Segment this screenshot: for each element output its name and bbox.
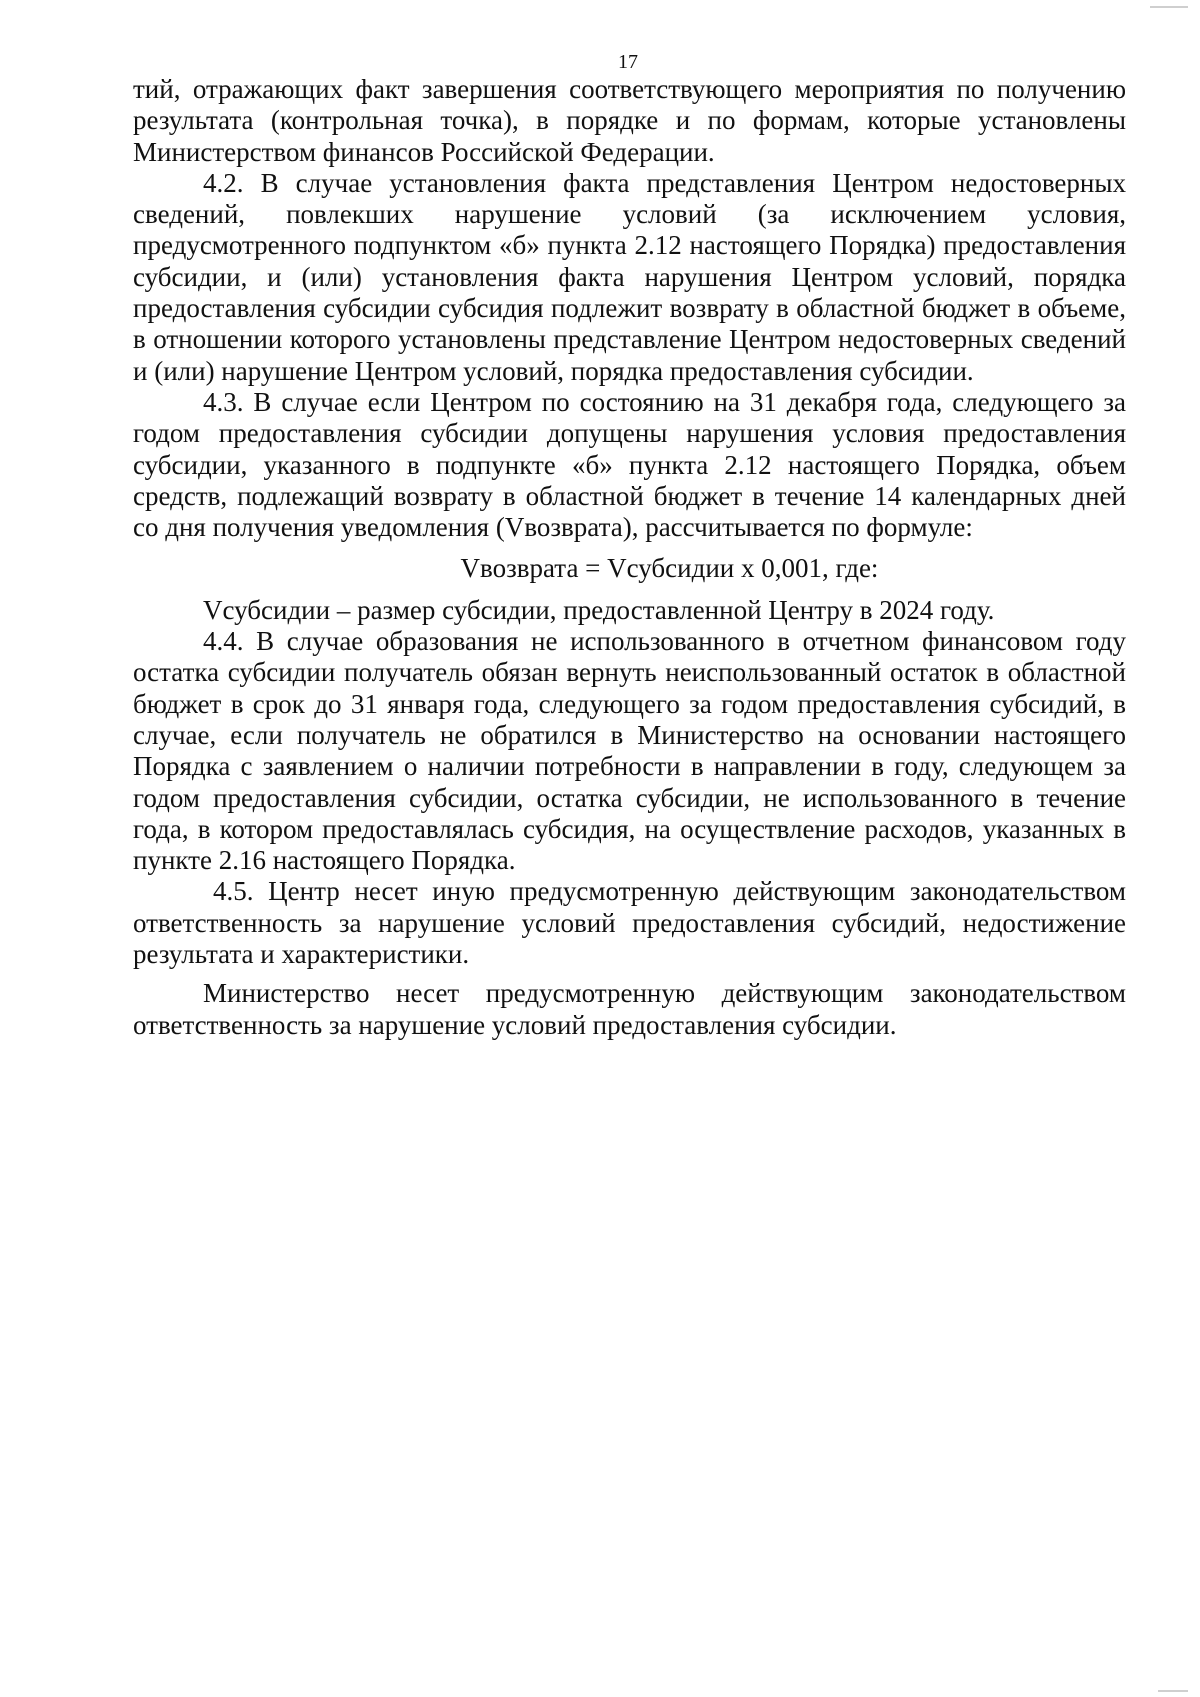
paragraph-4-2: 4.2. В случае установления факта представления Центром недостоверных сведений, повлекших нарушение условий (за исключением условия, предусмотренного подпунктом «б» пункта 2.12 настоящего Порядка) предоставления субсидии, и (или) установления факта нарушения Центром условий, порядка предоставления субсидии субсидия подлежит возврату в областной бюджет в объеме, в отношении которого установлены представление Центром недостоверных сведений и (или) нарушение Центром условий, порядка предоставления субсидии. [133,167,1126,386]
formula: Vвозврата = Vсубсидии х 0,001, где: [460,553,879,584]
scan-artifact-top [1150,6,1188,8]
paragraph-4-5: 4.5. Центр несет иную предусмотренную действующим законодательством ответственность за нарушение условий предоставления субсидий, недостижение результата и характеристики. [133,876,1126,970]
formula-legend: Vсубсидии – размер субсидии, предоставленной Центру в 2024 году. [203,594,995,625]
scan-artifact-bottom [1158,1690,1188,1692]
paragraph-4-3: 4.3. В случае если Центром по состоянию на 31 декабря года, следующего за годом предоставления субсидии допущены нарушения условия предоставления субсидии, указанного в подпункте «б» пункта 2.12 настоящего Порядка, объем средств, подлежащий возврату в областной бюджет в течение 14 календарных дней со дня получения уведомления (Vвозврата), рассчитывается по формуле: [133,386,1126,543]
paragraph-ministry: Министерство несет предусмотренную действующим законодательством ответственность за нарушение условий предоставления субсидии. [133,978,1126,1040]
paragraph-4-4: 4.4. В случае образования не использованного в отчетном финансовом году остатка субсидии получатель обязан вернуть неиспользованный остаток в областной бюджет в срок до 31 января года, следующего за годом предоставления субсидий, в случае, если получатель не обратился в Министерство на основании настоящего Порядка с заявлением о наличии потребности в направлении в году, следующем за годом предоставления субсидии, остатка субсидии, не использованного в течение года, в котором предоставлялась субсидия, на осуществление расходов, указанных в пункте 2.16 настоящего Порядка. [133,626,1126,876]
page-number: 17 [618,51,638,73]
paragraph-continuation: тий, отражающих факт завершения соответствующего мероприятия по получению результата (контрольная точка), в порядке и по формам, которые установлены Министерством финансов Российской Федерации. [133,74,1126,167]
document-body [133,74,1126,1041]
